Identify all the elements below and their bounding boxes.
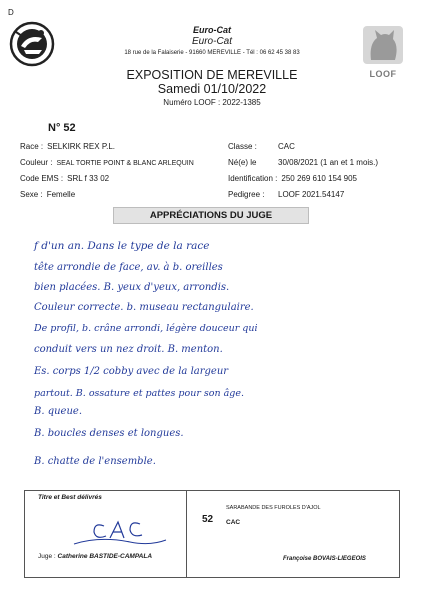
judge-signature bbox=[70, 510, 170, 550]
birth-value: 30/08/2021 (1 an et 1 mois.) bbox=[278, 158, 379, 167]
appreciation-line: conduit vers un nez droit. B. menton. bbox=[34, 344, 223, 355]
corner-letter: D bbox=[8, 8, 14, 17]
classe-field bbox=[228, 142, 295, 151]
footer-classe: CAC bbox=[226, 519, 241, 526]
ems-value: SRL f 33 02 bbox=[67, 174, 110, 183]
birth-label: Né(e) le bbox=[228, 158, 257, 167]
race-value: SELKIRK REX P.L. bbox=[47, 142, 116, 151]
birth-field bbox=[228, 158, 378, 167]
org-address: 18 rue de la Falaiserie - 91660 MEREVILLE - Tél : 06 62 45 38 83 bbox=[124, 50, 300, 56]
judge-name: Catherine BASTIDE-CAMPALA bbox=[57, 553, 153, 560]
footer-number: 52 bbox=[202, 514, 214, 525]
ems-field bbox=[20, 174, 109, 183]
cattery-name: SARABANDE DES FUROLES D'AJOL bbox=[226, 505, 321, 511]
appreciation-line: tête arrondie de face, av. à b. oreilles bbox=[34, 262, 223, 273]
judge-field bbox=[38, 553, 152, 560]
sexe-label: Sexe : bbox=[20, 190, 43, 199]
race-label: Race : bbox=[20, 142, 44, 151]
pedigree-field bbox=[228, 190, 344, 199]
ems-label: Code EMS : bbox=[20, 174, 64, 183]
appreciation-line: B. chatte de l'ensemble. bbox=[34, 456, 156, 467]
classe-value: CAC bbox=[278, 142, 295, 151]
couleur-value: SEAL TORTIE POINT & BLANC ARLEQUIN bbox=[56, 160, 194, 167]
sexe-value: Femelle bbox=[46, 190, 76, 199]
appreciation-line: Es. corps 1/2 cobby avec de la largeur bbox=[34, 366, 229, 377]
loof-logo-text: LOOF bbox=[369, 69, 397, 79]
loof-logo bbox=[352, 24, 414, 78]
titre-label: Titre et Best délivrés bbox=[38, 494, 102, 501]
appreciation-line: B. queue. bbox=[34, 406, 83, 417]
pedigree-label: Pedigree : bbox=[228, 190, 265, 199]
identification-value: 250 269 610 154 905 bbox=[281, 174, 358, 183]
appreciation-line: De profil, b. crâne arrondi, légère douceur qui bbox=[34, 323, 258, 334]
race-field bbox=[20, 142, 115, 151]
appreciation-line: partout. B. ossature et pattes pour son âge. bbox=[34, 388, 245, 399]
appreciation-line: Couleur correcte. b. museau rectangulaire. bbox=[34, 302, 254, 313]
appreciation-line: f d'un an. Dans le type de la race bbox=[34, 240, 210, 252]
exposition-title: EXPOSITION DE MEREVILLE bbox=[126, 68, 298, 82]
appreciation-line: bien placées. B. yeux d'yeux, arrondis. bbox=[34, 282, 230, 293]
appreciation-line: B. boucles denses et longues. bbox=[34, 428, 184, 439]
pedigree-value: LOOF 2021.54147 bbox=[278, 190, 345, 199]
identification-field bbox=[228, 174, 357, 183]
judge-label: Juge : bbox=[38, 553, 56, 560]
appreciations-header: APPRÉCIATIONS DU JUGE bbox=[113, 207, 309, 224]
couleur-field bbox=[20, 158, 194, 167]
cat-silhouette-icon bbox=[361, 24, 405, 66]
identification-label: Identification : bbox=[228, 174, 278, 183]
footer-divider bbox=[186, 490, 187, 578]
exposition-date: Samedi 01/10/2022 bbox=[157, 82, 267, 96]
couleur-label: Couleur : bbox=[20, 158, 53, 167]
org-name-bold: Euro-Cat bbox=[193, 25, 231, 35]
loof-number: Numéro LOOF : 2022-1385 bbox=[163, 98, 261, 107]
sexe-field bbox=[20, 190, 75, 199]
classe-label: Classe : bbox=[228, 142, 257, 151]
cat-number: N° 52 bbox=[48, 122, 76, 134]
org-name: Euro-Cat bbox=[191, 36, 232, 47]
owner-name: Françoise BOVAIS-LIEGEOIS bbox=[283, 556, 366, 562]
